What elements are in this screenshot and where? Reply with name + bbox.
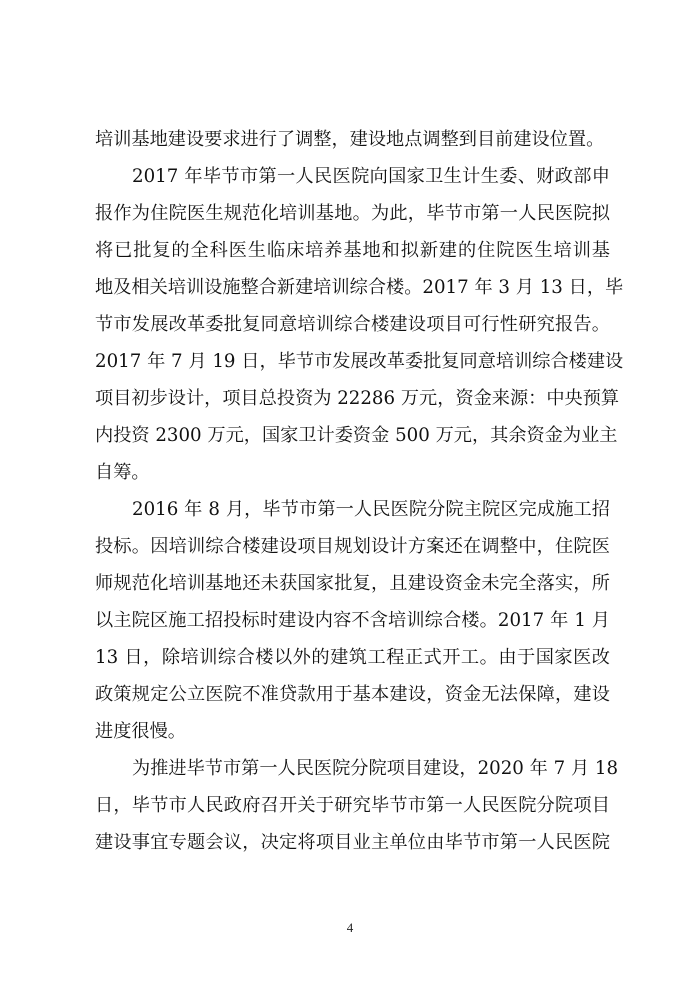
text-line: 内投资 2300 万元，国家卫计委资金 500 万元，其余资金为业主 xyxy=(95,425,618,446)
text-line: 2016 年 8 月，毕节市第一人民医院分院主院区完成施工招 xyxy=(132,499,610,520)
text-line: 自筹。 xyxy=(95,462,150,483)
text-line: 将已批复的全科医生临床培养基地和拟新建的住院医生培训基 xyxy=(95,240,610,261)
text-line: 师规范化培训基地还未获国家批复，且建设资金未完全落实，所 xyxy=(95,573,610,594)
text-line: 进度很慢。 xyxy=(95,721,186,742)
text-line: 2017 年毕节市第一人民医院向国家卫生计生委、财政部申 xyxy=(132,166,610,187)
text-line: 2017 年 7 月 19 日，毕节市发展改革委批复同意培训综合楼建设 xyxy=(95,351,624,372)
text-line: 为推进毕节市第一人民医院分院项目建设，2020 年 7 月 18 xyxy=(132,758,619,779)
text-line: 报作为住院医生规范化培训基地。为此，毕节市第一人民医院拟 xyxy=(95,203,610,224)
text-line: 项目初步设计，项目总投资为 22286 万元，资金来源：中央预算 xyxy=(95,388,620,409)
text-line: 节市发展改革委批复同意培训综合楼建设项目可行性研究报告。 xyxy=(95,314,610,335)
text-line: 日，毕节市人民政府召开关于研究毕节市第一人民医院分院项目 xyxy=(95,795,610,816)
text-line: 13 日，除培训综合楼以外的建筑工程正式开工。由于国家医改 xyxy=(95,647,610,668)
text-line: 建设事宜专题会议，决定将项目业主单位由毕节市第一人民医院 xyxy=(95,832,610,853)
text-line: 投标。因培训综合楼建设项目规划设计方案还在调整中，住院医 xyxy=(95,536,610,557)
text-line: 以主院区施工招投标时建设内容不含培训综合楼。2017 年 1 月 xyxy=(95,610,610,631)
text-line: 政策规定公立医院不准贷款用于基本建设，资金无法保障，建设 xyxy=(95,684,610,705)
page-number: 4 xyxy=(346,920,354,935)
text-line: 地及相关培训设施整合新建培训综合楼。2017 年 3 月 13 日，毕 xyxy=(95,277,624,298)
text-line: 培训基地建设要求进行了调整，建设地点调整到目前建设位置。 xyxy=(95,129,605,150)
body-text xyxy=(95,121,624,861)
